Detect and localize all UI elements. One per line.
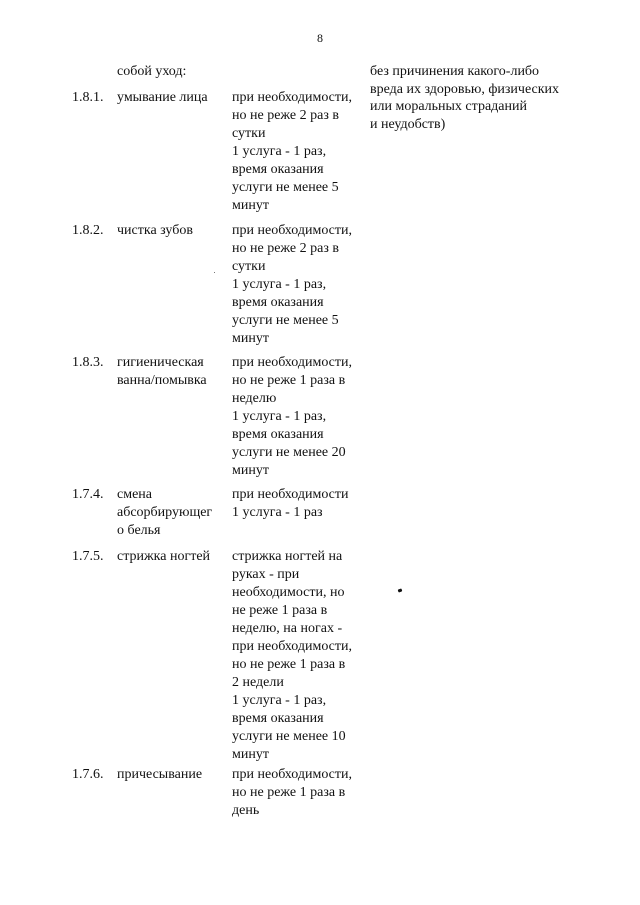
service-description-line: услуги не менее 20: [232, 445, 346, 460]
service-description: [232, 222, 372, 348]
service-description-line: 1 услуга - 1 раз,: [232, 693, 327, 708]
side-note: [370, 63, 600, 133]
service-description-line: не реже 1 раза в: [232, 603, 328, 618]
service-description-line: 1 услуга - 1 раз,: [232, 277, 327, 292]
service-description-line: день: [232, 803, 260, 818]
service-description-line: 1 услуга - 1 раз: [232, 505, 323, 520]
service-description-line: при необходимости,: [232, 90, 352, 105]
service-description-line: но не реже 1 раза в: [232, 785, 346, 800]
service-description-line: при необходимости: [232, 487, 349, 502]
side-note-line: вреда их здоровью, физических: [370, 81, 560, 97]
side-note-line: без причинения какого-либо: [370, 64, 540, 79]
service-name: [117, 354, 227, 390]
service-description-line: неделю, на ногах -: [232, 621, 343, 636]
service-description-line: но не реже 2 раз в: [232, 108, 339, 123]
service-description-line: но не реже 1 раза в: [232, 373, 346, 388]
service-name-line: о белья: [117, 523, 161, 538]
service-description-line: минут: [232, 198, 269, 213]
service-name-line: смена: [117, 487, 152, 502]
side-note-line: и неудобств): [370, 116, 446, 132]
service-description-line: но не реже 1 раза в: [232, 657, 346, 672]
service-description-line: 1 услуга - 1 раз,: [232, 144, 327, 159]
service-name: [117, 222, 227, 240]
service-description-line: неделю: [232, 391, 277, 406]
service-description-line: время оказания: [232, 711, 324, 726]
service-description-line: услуги не менее 5: [232, 180, 339, 195]
service-description-line: время оказания: [232, 427, 324, 442]
service-description-line: необходимости, но: [232, 585, 345, 600]
service-description-line: услуги не менее 10: [232, 729, 346, 744]
scan-speck: [214, 272, 215, 273]
service-name-line: гигиеническая: [117, 355, 204, 370]
service-name: [117, 486, 227, 540]
service-number: 1.8.2.: [72, 223, 104, 238]
service-description-line: минут: [232, 747, 269, 762]
service-description-line: при необходимости,: [232, 355, 352, 370]
service-description-line: время оказания: [232, 295, 324, 310]
service-description-line: 1 услуга - 1 раз,: [232, 409, 327, 424]
service-description-line: 2 недели: [232, 675, 284, 690]
service-number: 1.7.5.: [72, 549, 104, 564]
service-description: [232, 766, 372, 820]
service-name: [117, 548, 227, 566]
service-description-line: при необходимости,: [232, 639, 352, 654]
service-number: 1.8.3.: [72, 355, 104, 370]
service-description: [232, 354, 372, 480]
side-note-line: или моральных страданий: [370, 99, 527, 114]
service-description-line: но не реже 2 раз в: [232, 241, 339, 256]
scan-speck: [398, 588, 403, 592]
service-name-line: умывание лица: [117, 90, 208, 105]
service-description-line: стрижка ногтей на: [232, 549, 343, 564]
service-description-line: при необходимости,: [232, 767, 352, 782]
service-description-line: при необходимости,: [232, 223, 352, 238]
service-description-line: минут: [232, 331, 269, 346]
service-description-line: сутки: [232, 126, 266, 141]
service-number: 1.8.1.: [72, 90, 104, 105]
service-name: [117, 766, 227, 784]
service-name-line: ванна/помывка: [117, 373, 207, 388]
service-description: [232, 486, 372, 522]
service-name-line: чистка зубов: [117, 223, 193, 238]
service-description-line: услуги не менее 5: [232, 313, 339, 328]
service-name: [117, 89, 227, 107]
service-description-line: время оказания: [232, 162, 324, 177]
service-description-line: минут: [232, 463, 269, 478]
service-name-line: абсорбирующег: [117, 505, 213, 520]
header-text: собой уход:: [117, 64, 187, 79]
service-description: [232, 89, 372, 215]
service-number: 1.7.4.: [72, 487, 104, 502]
page-number: 8: [317, 31, 323, 45]
service-name-line: стрижка ногтей: [117, 549, 211, 564]
service-description: [232, 548, 372, 764]
service-description-line: сутки: [232, 259, 266, 274]
service-name-line: причесывание: [117, 767, 203, 782]
service-description-line: руках - при: [232, 567, 300, 582]
service-number: 1.7.6.: [72, 767, 104, 782]
